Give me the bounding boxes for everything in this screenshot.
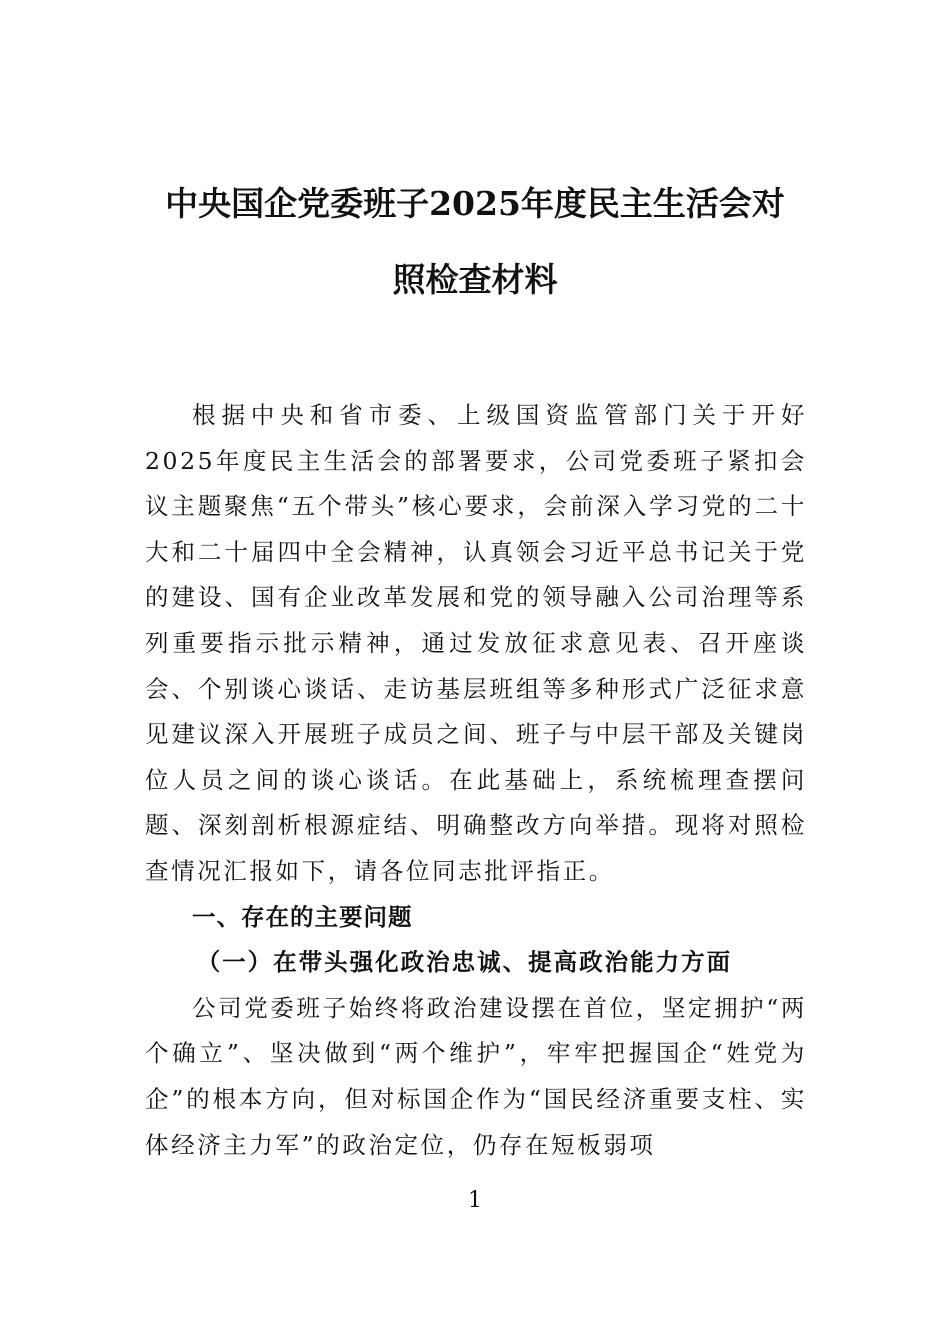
subsection-paragraph-1: 公司党委班子始终将政治建设摆在首位，坚定拥护“两个确立”、坚决做到“两个维护”，牢牢把握国企“姓党为企”的根本方向，但对标国企作为“国民经济重要支柱、实体经济主力军”的政治定位，仍存在短板弱项 [145, 993, 807, 1159]
document-title [120, 166, 830, 318]
document-body [145, 393, 807, 1168]
intro-paragraph: 根据中央和省市委、上级国资监管部门关于开好2025年度民主生活会的部署要求，公司党委班子紧扣会议主题聚焦“五个带头”核心要求，会前深入学习党的二十大和二十届四中全会精神，认真领会习近平总书记关于党的建设、国有企业改革发展和党的领导融入公司治理等系列重要指示批示精神，通过发放征求意见表、召开座谈会、个别谈心谈话、走访基层班组等多种形式广泛征求意见建议深入开展班子成员之间、班子与中层干部及关键岗位人员之间的谈心谈话。在此基础上，系统梳理查摆问题、深刻剖析根源症结、明确整改方向举措。现将对照检查情况汇报如下，请各位同志批评指正。 [145, 401, 807, 885]
document-title-line-2: 照检查材料 [392, 260, 558, 299]
page-number: 1 [468, 1188, 482, 1213]
document-title-line-1: 中央国企党委班子2025年度民主生活会对 [165, 184, 785, 223]
section-heading-1: 一、存在的主要问题 [192, 902, 413, 931]
subsection-heading-1: （一）在带头强化政治忠诚、提高政治能力方面 [196, 948, 733, 977]
